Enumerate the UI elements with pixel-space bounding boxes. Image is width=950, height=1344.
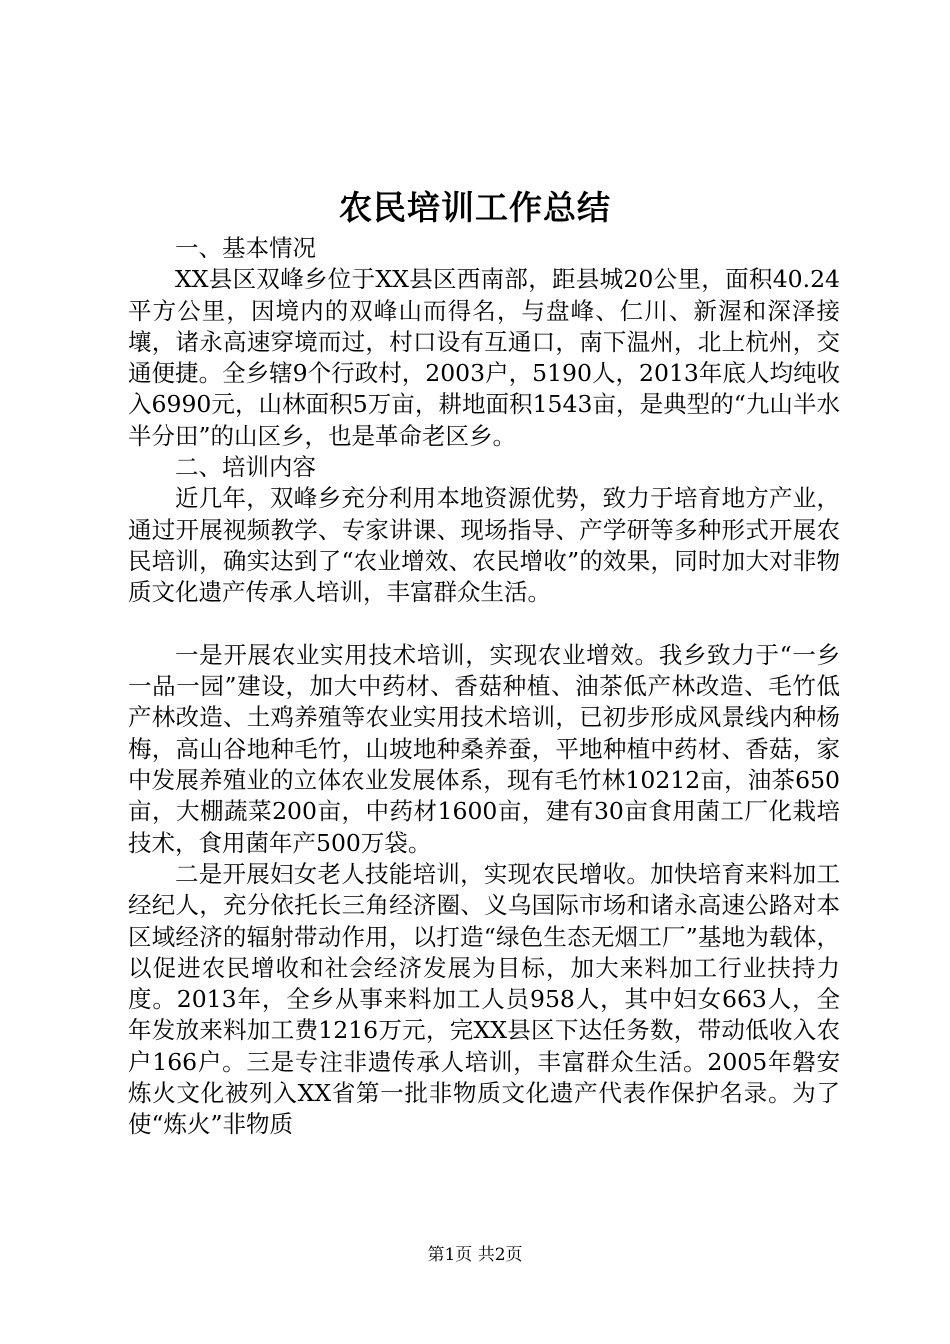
paragraph-women-elderly-training: 二是开展妇女老人技能培训，实现农民增收。加快培育来料加工经纪人，充分依托长三角经济圈、义乌国际市场和诸永高速公路对本区域经济的辐射带动作用，以打造“绿色生态无烟工厂”基地为载体，以促进农民增收和社会经济发展为目标，加大来料加工行业扶持力度。2013年，全乡从事来料加工人员958人，其中妇女663人，全年发放来料加工费1216万元，完XX县区下达任务数，带动低收入农户166户。三是专注非遗传承人培训，丰富群众生活。2005年磐安炼火文化被列入XX省第一批非物质文化遗产代表作保护名录。为了使“炼火”非物质 bbox=[128, 859, 840, 1139]
section-heading-training-content: 二、培训内容 bbox=[175, 453, 316, 482]
section-heading-basic-info: 一、基本情况 bbox=[175, 234, 316, 262]
document-title: 农民培训工作总结 bbox=[339, 188, 611, 227]
paragraph-agri-tech-training: 一是开展农业实用技术培训，实现农业增效。我乡致力于“一乡一品一园”建设，加大中药材、香菇种植、油茶低产林改造、毛竹低产林改造、土鸡养殖等农业实用技术培训，已初步形成风景线内种杨梅，高山谷地种毛竹，山坡地种桑养蚕，平地种植中药材、香菇，家中发展养殖业的立体农业发展体系，现有毛竹林10212亩，油茶650亩，大棚蔬菜200亩，中药材1600亩，建有30亩食用菌工厂化栽培技术，食用菌年产500万袋。 bbox=[128, 640, 840, 857]
page-number-footer: 第1页 共2页 bbox=[427, 1245, 523, 1265]
paragraph-training-intro: 近几年，双峰乡充分利用本地资源优势，致力于培育地方产业，通过开展视频教学、专家讲课、现场指导、产学研等多种形式开展农民培训，确实达到了“农业增效、农民增收”的效果，同时加大对非物质文化遗产传承人培训，丰富群众生活。 bbox=[128, 484, 840, 607]
paragraph-spacer bbox=[128, 609, 840, 640]
paragraph-basic-info: XX县区双峰乡位于XX县区西南部，距县城20公里，面积40.24平方公里，因境内的双峰山而得名，与盘峰、仁川、新渥和深泽接壤，诸永高速穿境而过，村口设有互通口，南下温州，北上杭州，交通便捷。全乡辖9个行政村，2003户，5190人，2013年底人均纯收入6990元，山林面积5万亩，耕地面积1543亩，是典型的“九山半水半分田”的山区乡，也是革命老区乡。 bbox=[128, 265, 840, 450]
document-body bbox=[128, 233, 840, 1141]
